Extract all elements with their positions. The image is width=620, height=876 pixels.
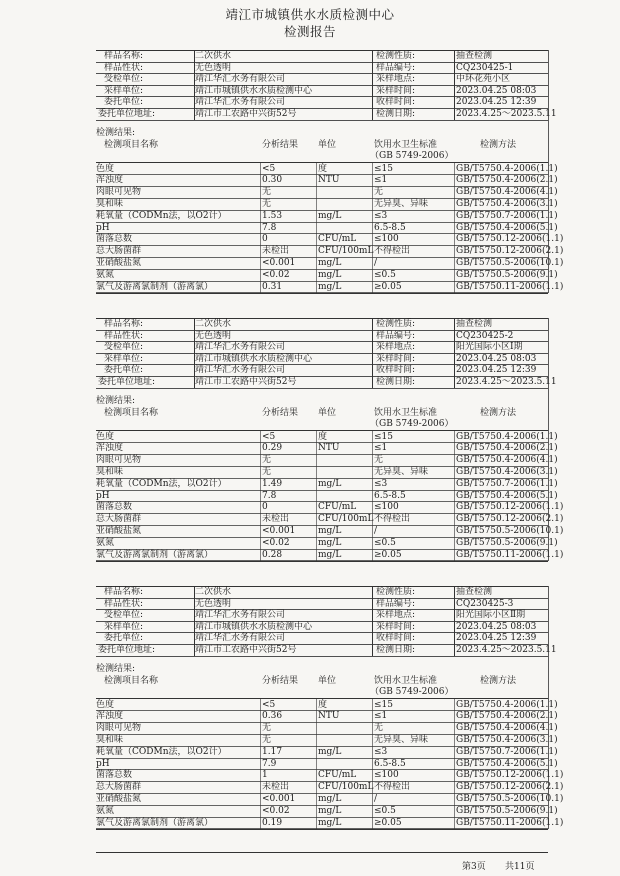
table-cell-item: 菌落总数 bbox=[96, 234, 133, 245]
table-cell-result: <5 bbox=[262, 431, 276, 442]
table-cell-unit: mg/L bbox=[318, 537, 342, 548]
field-label-sampling-site: 采样地点: bbox=[376, 74, 416, 85]
column-header-standard: 饮用水卫生标准 bbox=[374, 139, 438, 150]
table-cell-item: 色度 bbox=[96, 699, 115, 710]
table-cell-method: GB/T5750.12-2006(1.1) bbox=[456, 502, 564, 513]
field-label-receive-time: 收样时间: bbox=[376, 97, 416, 108]
column-header-item: 检测项目名称 bbox=[104, 407, 159, 418]
field-label-client-address: 委托单位地址: bbox=[98, 109, 156, 119]
field-value-receive-time: 2023.04.25 12:39 bbox=[456, 97, 537, 108]
table-cell-unit: 度 bbox=[318, 163, 328, 174]
field-label-sampling-time: 采样时间: bbox=[376, 353, 416, 364]
table-cell-result: 1.53 bbox=[262, 210, 283, 221]
table-cell-method: GB/T5750.12-2006(2.1) bbox=[456, 782, 564, 793]
table-col-rule bbox=[454, 162, 455, 294]
table-cell-standard: ≤15 bbox=[374, 163, 393, 174]
table-cell-item: 色度 bbox=[96, 163, 115, 174]
field-value-sampling-unit: 靖江市城镇供水水质检测中心 bbox=[195, 621, 313, 632]
column-header-unit: 单位 bbox=[318, 139, 337, 150]
field-value-sampling-site: 中环花苑小区 bbox=[456, 74, 511, 85]
field-value-sample-no: CQ230425-2 bbox=[456, 330, 514, 341]
table-cell-result: <0.001 bbox=[262, 794, 296, 804]
table-cell-standard: ≥0.05 bbox=[374, 817, 402, 828]
field-value-sampling-unit: 靖江市城镇供水水质检测中心 bbox=[195, 353, 313, 364]
field-label-sample-name: 样品名称: bbox=[104, 51, 144, 61]
field-value-sampling-time: 2023.04.25 08:03 bbox=[456, 621, 537, 632]
field-value-client-address: 靖江市工农路中兴街52号 bbox=[195, 377, 297, 387]
table-cell-method: GB/T5750.11-2006(1.1) bbox=[456, 817, 564, 828]
table-cell-result: 0.29 bbox=[262, 443, 283, 454]
table-cell-unit: NTU bbox=[318, 443, 340, 454]
table-cell-method: GB/T5750.4-2006(5.1) bbox=[456, 490, 558, 501]
table-cell-standard: ≤100 bbox=[374, 502, 399, 513]
table-cell-standard: ≤0.5 bbox=[374, 805, 396, 816]
table-cell-result: 0.28 bbox=[262, 549, 283, 560]
field-label-sampling-time: 采样时间: bbox=[376, 621, 416, 632]
field-value-test-type: 抽查检测 bbox=[456, 51, 493, 61]
column-header-result: 分析结果 bbox=[262, 139, 299, 150]
field-value-sampling-site: 阳光国际小区Ⅱ期 bbox=[456, 610, 526, 621]
table-cell-method: GB/T5750.5-2006(9.1) bbox=[456, 269, 558, 280]
field-label-sample-name: 样品名称: bbox=[104, 319, 144, 329]
table-cell-result: 0.31 bbox=[262, 281, 283, 292]
table-cell-method: GB/T5750.4-2006(2.1) bbox=[456, 175, 558, 186]
table-cell-result: <5 bbox=[262, 163, 276, 174]
table-cell-result: 0.36 bbox=[262, 711, 283, 722]
field-label-sample-state: 样品性状: bbox=[104, 62, 144, 73]
table-cell-standard: 无 bbox=[374, 723, 384, 734]
table-cell-result: <5 bbox=[262, 699, 276, 710]
table-cell-method: GB/T5750.4-2006(4.1) bbox=[456, 455, 558, 466]
field-value-sample-no: CQ230425-1 bbox=[456, 62, 514, 73]
table-cell-method: GB/T5750.7-2006(1.1) bbox=[456, 478, 558, 489]
table-col-rule bbox=[316, 162, 317, 294]
table-cell-result: 无 bbox=[262, 199, 272, 209]
results-heading: 检测结果: bbox=[96, 127, 136, 138]
field-label-sampling-unit: 采样单位: bbox=[104, 621, 144, 632]
section-bottom-rule bbox=[96, 561, 548, 562]
field-label-client-unit: 委托单位: bbox=[104, 633, 144, 644]
table-cell-standard: ≥0.05 bbox=[374, 549, 402, 560]
field-value-sampling-site: 阳光国际小区Ⅰ期 bbox=[456, 342, 523, 353]
table-cell-item: 氯气及游离氯制剂（游离氯） bbox=[96, 549, 214, 560]
table-head-rule bbox=[96, 162, 548, 163]
table-cell-unit: mg/L bbox=[318, 281, 342, 292]
table-cell-standard: 不得检出 bbox=[374, 514, 411, 525]
table-cell-standard: ≤3 bbox=[374, 478, 388, 489]
field-label-sampling-site: 采样地点: bbox=[376, 342, 416, 353]
table-cell-standard: / bbox=[374, 258, 378, 268]
section-bottom-rule bbox=[96, 293, 548, 294]
field-label-sample-no: 样品编号: bbox=[376, 62, 416, 73]
field-value-sample-name: 二次供水 bbox=[195, 51, 232, 61]
table-cell-standard: 不得检出 bbox=[374, 782, 411, 793]
table-cell-method: GB/T5750.4-2006(3.1) bbox=[456, 735, 558, 745]
column-header-method: 检测方法 bbox=[480, 675, 517, 686]
table-cell-standard: ≤1 bbox=[374, 175, 388, 186]
table-cell-item: 浑浊度 bbox=[96, 443, 124, 454]
table-cell-standard: 不得检出 bbox=[374, 246, 411, 257]
page-number: 第3页 bbox=[462, 862, 486, 872]
table-cell-method: GB/T5750.5-2006(10.1) bbox=[456, 258, 564, 268]
table-cell-method: GB/T5750.12-2006(1.1) bbox=[456, 234, 564, 245]
table-cell-unit: CFU/100mL bbox=[318, 246, 374, 257]
table-cell-item: 氨氮 bbox=[96, 537, 115, 548]
header-col-rule bbox=[372, 586, 373, 656]
column-header-method: 检测方法 bbox=[480, 407, 517, 418]
table-cell-standard: 无异臭、异味 bbox=[374, 467, 429, 477]
table-cell-standard: 无异臭、异味 bbox=[374, 735, 429, 745]
field-label-sample-name: 样品名称: bbox=[104, 587, 144, 597]
table-cell-item: 臭和味 bbox=[96, 467, 124, 477]
table-cell-method: GB/T5750.4-2006(2.1) bbox=[456, 711, 558, 722]
table-cell-item: 浑浊度 bbox=[96, 175, 124, 186]
table-cell-method: GB/T5750.4-2006(1.1) bbox=[456, 699, 558, 710]
results-heading: 检测结果: bbox=[96, 663, 136, 674]
column-header-method: 检测方法 bbox=[480, 139, 517, 150]
table-col-rule bbox=[260, 698, 261, 830]
field-label-test-type: 检测性质: bbox=[376, 319, 416, 329]
table-cell-unit: CFU/mL bbox=[318, 502, 357, 513]
table-cell-result: 1.49 bbox=[262, 478, 283, 489]
table-cell-unit: 度 bbox=[318, 431, 328, 442]
table-cell-item: 臭和味 bbox=[96, 735, 124, 745]
table-cell-result: 未检出 bbox=[262, 514, 290, 525]
table-cell-standard: 无 bbox=[374, 187, 384, 198]
table-cell-method: GB/T5750.5-2006(10.1) bbox=[456, 526, 564, 536]
table-cell-method: GB/T5750.7-2006(1.1) bbox=[456, 210, 558, 221]
field-label-sample-state: 样品性状: bbox=[104, 330, 144, 341]
report-title: 检测报告 bbox=[283, 24, 336, 39]
table-cell-method: GB/T5750.12-2006(2.1) bbox=[456, 246, 564, 257]
field-value-receive-time: 2023.04.25 12:39 bbox=[456, 365, 537, 376]
field-value-inspected-unit: 靖江华汇水务有限公司 bbox=[195, 610, 286, 621]
table-cell-result: 7.9 bbox=[262, 758, 277, 769]
table-cell-item: 耗氧量（CODMn法，以O2计） bbox=[96, 210, 227, 221]
table-cell-result: 未检出 bbox=[262, 246, 290, 257]
table-cell-unit: 度 bbox=[318, 699, 328, 710]
table-cell-result: 无 bbox=[262, 735, 272, 745]
table-cell-method: GB/T5750.5-2006(9.1) bbox=[456, 537, 558, 548]
column-header-unit: 单位 bbox=[318, 407, 337, 418]
table-cell-standard: ≤15 bbox=[374, 431, 393, 442]
table-cell-method: GB/T5750.4-2006(4.1) bbox=[456, 187, 558, 198]
header-col-rule bbox=[372, 318, 373, 388]
field-value-sample-name: 二次供水 bbox=[195, 319, 232, 329]
field-label-sampling-site: 采样地点: bbox=[376, 610, 416, 621]
table-cell-standard: ≤1 bbox=[374, 443, 388, 454]
section-bottom-rule bbox=[96, 829, 548, 830]
table-cell-item: 臭和味 bbox=[96, 199, 124, 209]
table-cell-standard: 无 bbox=[374, 455, 384, 466]
table-col-rule bbox=[316, 430, 317, 562]
field-label-test-date: 检测日期: bbox=[376, 377, 416, 387]
field-label-client-unit: 委托单位: bbox=[104, 365, 144, 376]
field-value-client-unit: 靖江华汇水务有限公司 bbox=[195, 365, 286, 376]
table-cell-result: 未检出 bbox=[262, 782, 290, 793]
table-cell-standard: 无异臭、异味 bbox=[374, 199, 429, 209]
table-cell-method: GB/T5750.12-2006(1.1) bbox=[456, 770, 564, 781]
report-center-title: 靖江市城镇供水水质检测中心 bbox=[225, 7, 395, 22]
table-cell-result: <0.02 bbox=[262, 805, 290, 816]
table-cell-standard: ≤3 bbox=[374, 210, 388, 221]
table-cell-method: GB/T5750.4-2006(1.1) bbox=[456, 431, 558, 442]
table-cell-standard: / bbox=[374, 526, 378, 536]
column-header-standard: 饮用水卫生标准 bbox=[374, 407, 438, 418]
field-value-test-type: 抽查检测 bbox=[456, 587, 493, 597]
table-cell-item: pH bbox=[96, 758, 110, 769]
table-cell-unit: NTU bbox=[318, 175, 340, 186]
table-cell-item: 氯气及游离氯制剂（游离氯） bbox=[96, 817, 214, 828]
table-col-rule bbox=[260, 430, 261, 562]
field-value-client-address: 靖江市工农路中兴街52号 bbox=[195, 109, 297, 119]
table-head-rule bbox=[96, 698, 548, 699]
table-col-rule bbox=[372, 698, 373, 830]
table-cell-item: 亚硝酸盐氮 bbox=[96, 258, 142, 268]
table-cell-result: 无 bbox=[262, 455, 272, 466]
results-heading: 检测结果: bbox=[96, 395, 136, 406]
table-cell-result: 无 bbox=[262, 467, 272, 477]
field-label-sampling-unit: 采样单位: bbox=[104, 353, 144, 364]
table-cell-item: 总大肠菌群 bbox=[96, 782, 142, 793]
table-cell-unit: mg/L bbox=[318, 526, 342, 536]
table-cell-item: 浑浊度 bbox=[96, 711, 124, 722]
table-cell-method: GB/T5750.4-2006(3.1) bbox=[456, 467, 558, 477]
table-cell-result: 0.30 bbox=[262, 175, 283, 186]
column-header-standard-sub: （GB 5749-2006） bbox=[370, 686, 454, 697]
table-cell-standard: ≤1 bbox=[374, 711, 388, 722]
table-cell-result: 0 bbox=[262, 234, 268, 245]
field-label-sampling-time: 采样时间: bbox=[376, 85, 416, 96]
table-head-rule bbox=[96, 430, 548, 431]
field-label-receive-time: 收样时间: bbox=[376, 633, 416, 644]
table-cell-result: <0.001 bbox=[262, 258, 296, 268]
field-value-client-unit: 靖江华汇水务有限公司 bbox=[195, 97, 286, 108]
table-right-edge bbox=[548, 318, 549, 561]
table-right-edge bbox=[548, 586, 549, 829]
table-cell-method: GB/T5750.4-2006(3.1) bbox=[456, 199, 558, 209]
field-label-inspected-unit: 受检单位: bbox=[104, 610, 144, 621]
table-cell-standard: ≤100 bbox=[374, 234, 399, 245]
table-cell-unit: mg/L bbox=[318, 478, 342, 489]
table-cell-item: pH bbox=[96, 222, 110, 233]
table-cell-unit: mg/L bbox=[318, 549, 342, 560]
header-col-rule bbox=[454, 318, 455, 388]
field-label-inspected-unit: 受检单位: bbox=[104, 74, 144, 85]
table-cell-result: <0.02 bbox=[262, 537, 290, 548]
field-value-sample-no: CQ230425-3 bbox=[456, 598, 514, 609]
table-cell-unit: NTU bbox=[318, 711, 340, 722]
column-header-result: 分析结果 bbox=[262, 407, 299, 418]
field-label-inspected-unit: 受检单位: bbox=[104, 342, 144, 353]
table-cell-item: 总大肠菌群 bbox=[96, 514, 142, 525]
table-cell-item: 菌落总数 bbox=[96, 502, 133, 513]
field-value-receive-time: 2023.04.25 12:39 bbox=[456, 633, 537, 644]
table-cell-method: GB/T5750.5-2006(10.1) bbox=[456, 794, 564, 804]
table-cell-method: GB/T5750.4-2006(2.1) bbox=[456, 443, 558, 454]
table-cell-standard: ≤3 bbox=[374, 746, 388, 757]
table-cell-item: 色度 bbox=[96, 431, 115, 442]
table-cell-item: 总大肠菌群 bbox=[96, 246, 142, 257]
field-value-sampling-time: 2023.04.25 08:03 bbox=[456, 353, 537, 364]
table-col-rule bbox=[372, 430, 373, 562]
table-cell-method: GB/T5750.12-2006(2.1) bbox=[456, 514, 564, 525]
table-cell-item: 氯气及游离氯制剂（游离氯） bbox=[96, 281, 214, 292]
table-cell-unit: CFU/mL bbox=[318, 770, 357, 781]
table-cell-method: GB/T5750.11-2006(1.1) bbox=[456, 281, 564, 292]
field-label-sampling-unit: 采样单位: bbox=[104, 85, 144, 96]
table-cell-result: <0.02 bbox=[262, 269, 290, 280]
table-cell-item: 菌落总数 bbox=[96, 770, 133, 781]
table-cell-unit: mg/L bbox=[318, 269, 342, 280]
field-value-inspected-unit: 靖江华汇水务有限公司 bbox=[195, 74, 286, 85]
field-value-test-date: 2023.4.25～2023.5.11 bbox=[456, 109, 557, 119]
page-total: 共11页 bbox=[505, 862, 535, 872]
column-header-item: 检测项目名称 bbox=[104, 139, 159, 150]
column-header-standard: 饮用水卫生标准 bbox=[374, 675, 438, 686]
field-label-client-address: 委托单位地址: bbox=[98, 645, 156, 655]
field-label-client-address: 委托单位地址: bbox=[98, 377, 156, 387]
column-header-standard-sub: （GB 5749-2006） bbox=[370, 150, 454, 161]
table-cell-standard: ≥0.05 bbox=[374, 281, 402, 292]
table-cell-standard: ≤0.5 bbox=[374, 269, 396, 280]
table-cell-result: 7.8 bbox=[262, 222, 277, 233]
field-value-client-unit: 靖江华汇水务有限公司 bbox=[195, 633, 286, 644]
field-label-client-unit: 委托单位: bbox=[104, 97, 144, 108]
table-cell-unit: mg/L bbox=[318, 746, 342, 757]
table-cell-unit: mg/L bbox=[318, 817, 342, 828]
field-value-sample-state: 无色透明 bbox=[195, 330, 232, 341]
table-cell-result: 0.19 bbox=[262, 817, 283, 828]
table-cell-method: GB/T5750.7-2006(1.1) bbox=[456, 746, 558, 757]
field-value-sampling-time: 2023.04.25 08:03 bbox=[456, 85, 537, 96]
table-cell-unit: mg/L bbox=[318, 794, 342, 804]
table-cell-unit: mg/L bbox=[318, 258, 342, 268]
field-label-test-type: 检测性质: bbox=[376, 51, 416, 61]
table-col-rule bbox=[260, 162, 261, 294]
table-cell-item: pH bbox=[96, 490, 110, 501]
field-value-test-date: 2023.4.25～2023.5.11 bbox=[456, 377, 557, 387]
table-cell-method: GB/T5750.11-2006(1.1) bbox=[456, 549, 564, 560]
table-col-rule bbox=[454, 430, 455, 562]
table-cell-result: 7.8 bbox=[262, 490, 277, 501]
table-cell-result: 1 bbox=[262, 770, 268, 781]
header-col-rule bbox=[454, 586, 455, 656]
header-col-rule bbox=[372, 50, 373, 120]
table-cell-method: GB/T5750.4-2006(5.1) bbox=[456, 758, 558, 769]
field-value-sample-name: 二次供水 bbox=[195, 587, 232, 597]
field-value-inspected-unit: 靖江华汇水务有限公司 bbox=[195, 342, 286, 353]
page-bottom-rule bbox=[96, 852, 548, 853]
table-cell-standard: 6.5-8.5 bbox=[374, 758, 406, 769]
field-value-sample-state: 无色透明 bbox=[195, 598, 232, 609]
column-header-unit: 单位 bbox=[318, 675, 337, 686]
table-cell-item: 氨氮 bbox=[96, 269, 115, 280]
field-label-test-date: 检测日期: bbox=[376, 645, 416, 655]
table-cell-standard: ≤15 bbox=[374, 699, 393, 710]
table-cell-method: GB/T5750.4-2006(5.1) bbox=[456, 222, 558, 233]
table-cell-standard: ≤0.5 bbox=[374, 537, 396, 548]
table-cell-unit: CFU/100mL bbox=[318, 782, 374, 793]
field-value-test-date: 2023.4.25～2023.5.11 bbox=[456, 645, 557, 655]
column-header-result: 分析结果 bbox=[262, 675, 299, 686]
header-col-rule bbox=[454, 50, 455, 120]
table-col-rule bbox=[372, 162, 373, 294]
table-cell-item: 亚硝酸盐氮 bbox=[96, 526, 142, 536]
table-cell-unit: CFU/mL bbox=[318, 234, 357, 245]
table-cell-unit: mg/L bbox=[318, 805, 342, 816]
column-header-standard-sub: （GB 5749-2006） bbox=[370, 418, 454, 429]
table-cell-result: 1.17 bbox=[262, 746, 283, 757]
table-col-rule bbox=[316, 698, 317, 830]
table-cell-unit: mg/L bbox=[318, 210, 342, 221]
table-cell-result: 无 bbox=[262, 187, 272, 198]
table-right-edge bbox=[548, 50, 549, 293]
table-cell-result: <0.001 bbox=[262, 526, 296, 536]
table-cell-item: 肉眼可见物 bbox=[96, 455, 142, 466]
column-header-item: 检测项目名称 bbox=[104, 675, 159, 686]
table-cell-result: 0 bbox=[262, 502, 268, 513]
table-cell-item: 亚硝酸盐氮 bbox=[96, 794, 142, 804]
table-cell-standard: / bbox=[374, 794, 378, 804]
table-cell-standard: ≤100 bbox=[374, 770, 399, 781]
field-label-test-date: 检测日期: bbox=[376, 109, 416, 119]
field-value-sampling-unit: 靖江市城镇供水水质检测中心 bbox=[195, 85, 313, 96]
table-cell-result: 无 bbox=[262, 723, 272, 734]
field-label-test-type: 检测性质: bbox=[376, 587, 416, 597]
table-cell-item: 肉眼可见物 bbox=[96, 187, 142, 198]
table-cell-item: 氨氮 bbox=[96, 805, 115, 816]
table-cell-standard: 6.5-8.5 bbox=[374, 222, 406, 233]
field-value-test-type: 抽查检测 bbox=[456, 319, 493, 329]
table-cell-item: 耗氧量（CODMn法，以O2计） bbox=[96, 478, 227, 489]
field-value-client-address: 靖江市工农路中兴街52号 bbox=[195, 645, 297, 655]
field-label-sample-no: 样品编号: bbox=[376, 598, 416, 609]
table-cell-standard: 6.5-8.5 bbox=[374, 490, 406, 501]
table-cell-method: GB/T5750.5-2006(9.1) bbox=[456, 805, 558, 816]
table-cell-item: 耗氧量（CODMn法，以O2计） bbox=[96, 746, 227, 757]
table-col-rule bbox=[454, 698, 455, 830]
field-label-receive-time: 收样时间: bbox=[376, 365, 416, 376]
field-label-sample-state: 样品性状: bbox=[104, 598, 144, 609]
table-cell-method: GB/T5750.4-2006(1.1) bbox=[456, 163, 558, 174]
table-cell-unit: CFU/100mL bbox=[318, 514, 374, 525]
table-cell-method: GB/T5750.4-2006(4.1) bbox=[456, 723, 558, 734]
field-value-sample-state: 无色透明 bbox=[195, 62, 232, 73]
field-label-sample-no: 样品编号: bbox=[376, 330, 416, 341]
table-cell-item: 肉眼可见物 bbox=[96, 723, 142, 734]
